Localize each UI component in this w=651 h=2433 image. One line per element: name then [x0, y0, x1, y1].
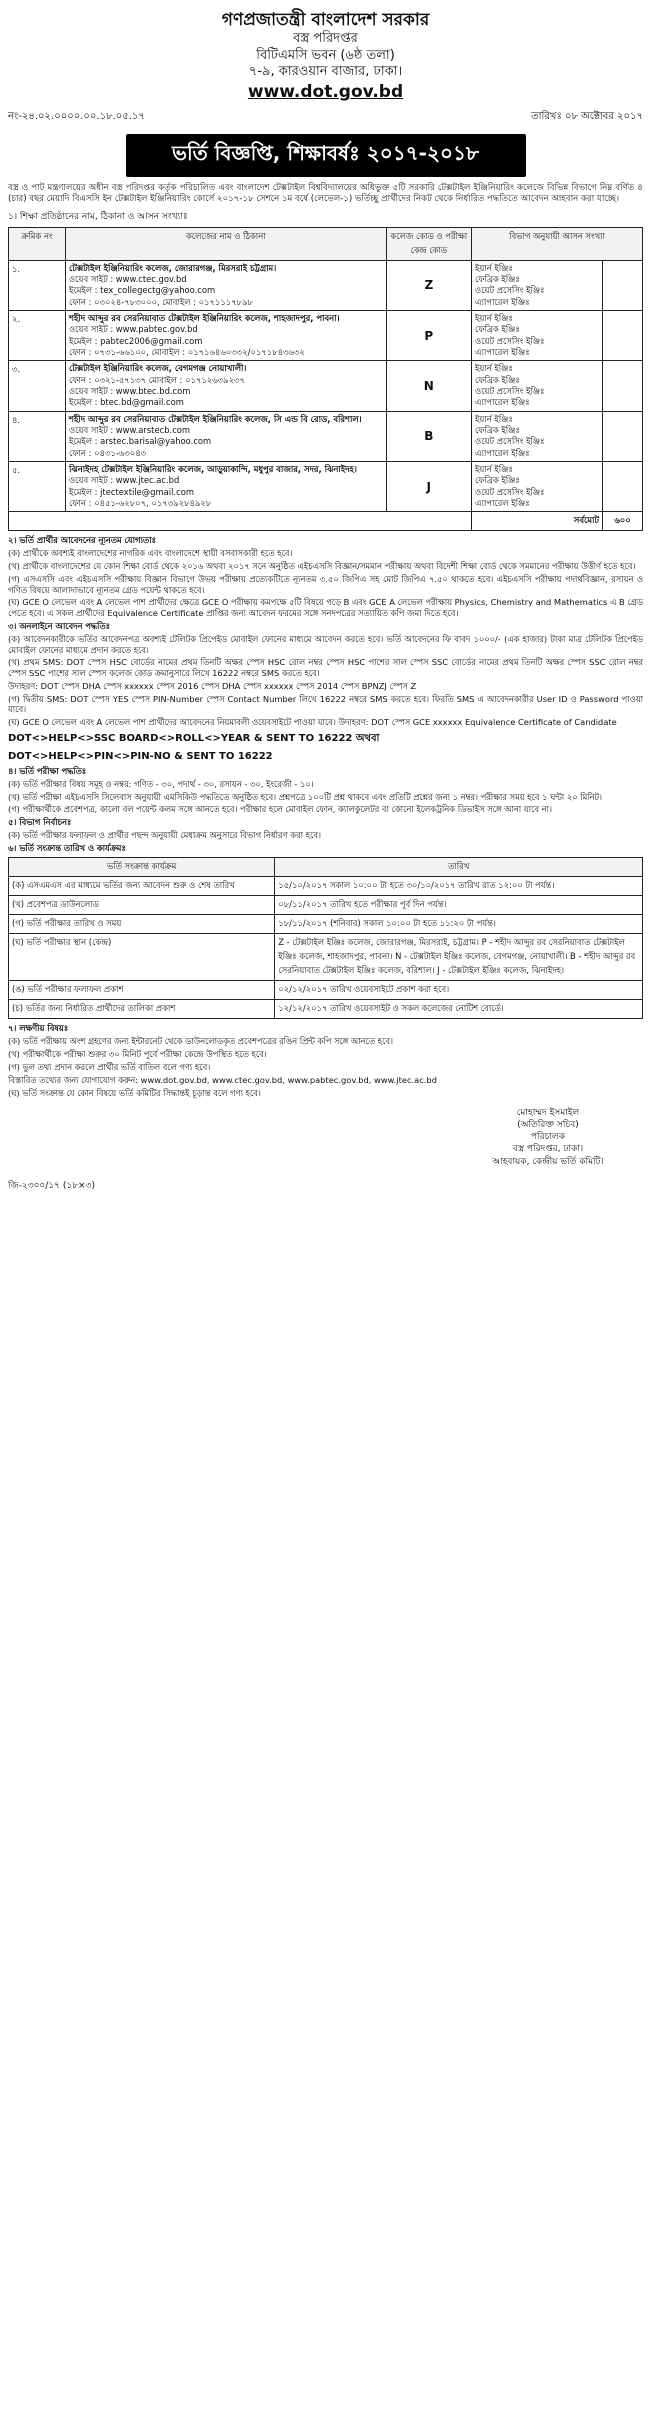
college-cell: [65, 361, 386, 411]
website-link[interactable]: www.dot.gov.bd: [247, 82, 404, 102]
table-header-row: [9, 227, 643, 260]
note-item: বিস্তারিত তথ্যের জন্য যোগাযোগ করুন: www.dot.gov.bd, www.ctec.gov.bd, www.pabtec.gov.bd, www.jtec.ac.bd: [8, 1075, 437, 1086]
college-contact-line: ইমেইল : jtectextile@gmail.com: [68, 486, 194, 497]
college-contact-line: ওয়েব সাইট : www.btec.bd.com: [68, 386, 191, 397]
department-name: এ্যাপারেল ইঞ্জিঃ: [475, 397, 530, 408]
header-activity: ভর্তি সংক্রান্ত কার্যক্রম: [9, 858, 275, 877]
date-cell: ১৫/১০/২০১৭ সকাল ১০:০০ টা হতে ৩০/১০/২০১৭ তারিখ রাত ১২:০০ টা পর্যন্ত।: [275, 877, 643, 896]
section-paragraph: (ঘ) GCE O লেভেল এবং A লেভেল পাশ প্রার্থীদের আবেদনের নিয়মাবলী ওয়েবসাইটে পাওয়া যাবে। উদাহরণ: DOT স্পেস GCE xxxxxx Equivalence Certificate of Candidate: [8, 717, 617, 728]
college-name: শহীদ আব্দুর রব সেরনিয়াবাত টেক্সটাইল ইঞ্জিনিয়ারিং কলেজ, সি এন্ড বি রোড, বরিশাল।: [68, 413, 362, 424]
schedule-row: [9, 981, 643, 1000]
college-cell: [65, 260, 386, 310]
table-row: [9, 361, 643, 411]
seats-cell: [602, 310, 642, 360]
sms-format-line: DOT<>HELP<>SSC BOARD<>ROLL<>YEAR & SENT TO 16222 অথবা: [8, 732, 380, 744]
sms-format-block: [8, 731, 643, 762]
activity-cell: (খ) প্রবেশপত্র ডাউনলোড: [9, 896, 275, 915]
total-row: [9, 512, 643, 531]
schedule-row: [9, 877, 643, 896]
section-paragraph: (খ) ভর্তি পরীক্ষা এইচএসসি সিলেবাস অনুযায়ী এমসিকিউ পদ্ধতিতে অনুষ্ঠিত হবে। প্রশ্নপত্রে ১০০টি প্রশ্ন থাকবে এবং প্রতিটি প্রশ্নের জন্য ১ নম্বর। পরীক্ষার সময় হবে ১ ঘন্টা ২০ মিনিট।: [8, 791, 602, 802]
office-address: ৭-৯, কারওয়ান বাজার, ঢাকা।: [248, 63, 403, 79]
signatory-office: পরিচালক: [530, 1132, 566, 1143]
schedule-row: [9, 934, 643, 981]
serial-cell: ১.: [9, 260, 66, 310]
college-contact-line: ফোন : ০৩২১-৫৭১৩৭ মোবাইল : ০১৭১২৬৩৯২৩৭: [68, 374, 245, 385]
department-name: ফেব্রিক ইঞ্জিঃ: [475, 425, 520, 436]
note-item: (ঘ) ভর্তি সংক্রান্ত যে কোন বিষয়ে ভর্তি কমিটির সিদ্ধান্তই চূড়ান্ত বলে গণ্য হবে।: [8, 1088, 261, 1099]
section-paragraph: (ক) ভর্তি পরীক্ষার ফলাফল ও প্রার্থীর পছন্দ অনুযায়ী মেধাক্রম অনুসারে বিভাগ নির্ধারণ করা হবে।: [8, 829, 321, 840]
intro-paragraph: বস্ত্র ও পাট মন্ত্রণালয়ের অধীন বস্ত্র পরিদপ্তর কর্তৃক পরিচালিত এবং বাংলাদেশ টেক্সটাইল বিশ্ববিদ্যালয়ের অধিভুক্ত ৫টি সরকারি টেক্সটাইল ইঞ্জিনিয়ারিং কলেজে বিভিন্ন বিভাগে নিম্ন বর্ণিত ৪ (চার) বছর মেয়াদি বিএসসি ইন টেক্সটাইল ইঞ্জিনিয়ারিং কোর্সে ২০১৭-১৮ সেশনে ১ম বর্ষে (লেভেল-১) ভর্তিচ্ছু প্রার্থীদের নিকট থেকে নির্ধারিত পদ্ধতিতে আবেদন আহবান করা যাচ্ছে।: [8, 183, 643, 205]
issue-date: তারিখঃ ০৮ অক্টোবর ২০১৭: [531, 111, 643, 123]
schedule-row: [9, 896, 643, 915]
department-name: ফেব্রিক ইঞ্জিঃ: [475, 475, 520, 486]
section-paragraph: (খ) প্রথম SMS: DOT স্পেস HSC বোর্ডের নামের প্রথম তিনটি অক্ষর স্পেস HSC রোল নম্বর স্পেস HSC পাশের সাল স্পেস SSC বোর্ডের নামের প্রথম তিনটি অক্ষর স্পেস SSC রোল নম্বর স্পেস SSC পাশের সাল স্পেস কলেজ কোড ক্রমানুসারে লিখে 16222 নম্বরে SMS করতে হবে।: [8, 657, 643, 679]
section-title: ৬। ভর্তি সংক্রান্ত তারিখ ও কার্যক্রমঃ: [8, 842, 126, 853]
schedule-body: [9, 877, 643, 1019]
college-contact-line: ইমেইল : arstec.barisal@yahoo.com: [68, 436, 212, 447]
college-code: N: [386, 361, 471, 411]
signatory-name: মোহাম্মদ ইসমাইল: [516, 1108, 580, 1119]
section-paragraph: উদাহরণ: DOT স্পেস DHA স্পেস xxxxxx স্পেস 2016 স্পেস DHA স্পেস xxxxxx স্পেস 2014 স্পেস BPNZJ স্পেস Z: [8, 680, 417, 691]
college-name: শহীদ আব্দুর রব সেরনিয়াবাত টেক্সটাইল ইঞ্জিনিয়ারিং কলেজ, শাহজাদপুর, পাবনা।: [68, 312, 340, 323]
letterhead: [8, 10, 643, 103]
date-cell: ০২/১২/২০১৭ তারিখ ওয়েবসাইটে প্রকাশ করা হবে।: [275, 981, 643, 1000]
college-code: B: [386, 411, 471, 461]
college-name: টেক্সটাইল ইঞ্জিনিয়ারিং কলেজ, জোরারগঞ্জ, মিরসরাই চট্টগ্রাম।: [68, 262, 277, 273]
activity-cell: (ঙ) ভর্তি পরীক্ষার ফলাফল প্রকাশ: [9, 981, 275, 1000]
print-reference: জি-২৩০০/১৭ (১৮×৩): [8, 1180, 95, 1191]
notes-list: [8, 1023, 643, 1099]
department-name: এ্যাপারেল ইঞ্জিঃ: [475, 296, 530, 307]
admission-notice: [8, 0, 643, 1193]
section-paragraph: (ক) আবেদনকারীকে ভর্তির আবেদনপত্র অবশ্যই টেলিটক প্রিপেইড মোবাইল ফোনের মাধ্যমে আবেদন করতে হবে। ভর্তি আবেদনের ফি বাবদ ১০০০/- (এক হাজার) টাকা মাত্র টেলিটক প্রিপেইড মোবাইল ফোনের মাধ্যমে প্রদান করতে হবে।: [8, 633, 643, 655]
section-title: ৪। ভর্তি পরীক্ষা পদ্ধতিঃ: [8, 765, 87, 776]
department-name: ইয়ার্ন ইঞ্জিঃ: [475, 262, 513, 273]
college-cell: [65, 462, 386, 512]
reference-line: [8, 109, 643, 126]
date-cell: ১৮/১১/২০১৭ (শনিবার) সকাল ১০:০০ টা হতে ১১:২০ টা পর্যন্ত।: [275, 915, 643, 934]
department-name: ফেব্রিক ইঞ্জিঃ: [475, 374, 520, 385]
date-cell: Z - টেক্সটাইল ইঞ্জিঃ কলেজ, জোরারগঞ্জ, মিরসরাই, চট্টগ্রাম। P - শহীদ আব্দুর রব সেরনিয়াবাত টেক্সটাইল ইঞ্জিঃ কলেজ, শাহজাদপুর, পাবনা। N - টেক্সটাইল ইঞ্জিঃ কলেজ, বেগমগঞ্জ, নোয়াখালী। B - শহীদ আব্দুর রব সেরনিয়াবাত টেক্সটাইল ইঞ্জিঃ কলেজ, বরিশাল। J - টেক্সটাইল ইঞ্জিঃ কলেজ, ঝিনাইদহ।: [275, 934, 643, 981]
section-title: ৫। বিভাগ নির্বাচনঃ: [8, 817, 72, 828]
section-title: ২। ভর্তি প্রার্থীর আবেদনের ন্যূনতম যোগ্যতাঃ: [8, 535, 156, 546]
date-cell: ০৮/১১/২০১৭ তারিখ হতে পরীক্ষার পূর্ব দিন পর্যন্ত।: [275, 896, 643, 915]
sms-format-line: DOT<>HELP<>PIN<>PIN-NO & SENT TO 16222: [8, 750, 273, 762]
college-contact-line: ওয়েব সাইট : www.pabtec.gov.bd: [68, 324, 198, 335]
department-name: ইয়ার্ন ইঞ্জিঃ: [475, 464, 513, 475]
table-row: [9, 260, 643, 310]
department-name: ইয়ার্ন ইঞ্জিঃ: [475, 312, 513, 323]
college-contact-line: ইমেইল : pabtec2006@gmail.com: [68, 335, 203, 346]
serial-cell: ৪.: [9, 411, 66, 461]
note-item: (ক) ভর্তি পরীক্ষায় অংশ গ্রহণের জন্য ইন্টারনেট থেকে ডাউনলোডকৃত প্রবেশপত্রের রঙিন প্রিন্ট কপি সঙ্গে আনতে হবে।: [8, 1036, 393, 1047]
section-paragraph: (ক) ভর্তি পরীক্ষার বিষয় সমূহ ও নম্বর: গণিত - ৩০, পদার্থ - ৩০, রসায়ন - ৩০, ইংরেজী - ১০।: [8, 778, 314, 789]
seats-cell: [602, 411, 642, 461]
header-code: কলেজ কোড ও পরীক্ষা কেন্দ্র কোড: [386, 227, 471, 260]
department-name: ইয়ার্ন ইঞ্জিঃ: [475, 413, 513, 424]
college-cell: [65, 411, 386, 461]
department-name: এ্যাপারেল ইঞ্জিঃ: [475, 498, 530, 509]
seats-cell: [602, 260, 642, 310]
table-row: [9, 411, 643, 461]
section-paragraph: (খ) প্রার্থীকে বাংলাদেশের যে কোন শিক্ষা বোর্ড থেকে ২০১৬ অথবা ২০১৭ সনে অনুষ্ঠিত এইচএসসি বিজ্ঞান/সমমান পরীক্ষায় অথবা বিদেশী শিক্ষা বোর্ড থেকে সমমানের পরীক্ষায় উত্তীর্ণ হতে হবে।: [8, 561, 636, 572]
department-name: ইয়ার্ন ইঞ্জিঃ: [475, 363, 513, 374]
signatory-dept: বস্ত্র পরিদপ্তর, ঢাকা।: [512, 1144, 584, 1155]
activity-cell: (ক) এসএমএস এর মাধ্যমে ভর্তির জন্য আবেদন শুরু ও শেষ তারিখ: [9, 877, 275, 896]
total-seats: ৬০০: [602, 512, 642, 531]
header-serial: ক্রমিক নং: [9, 227, 66, 260]
institutions-table: [8, 227, 643, 532]
college-contact-line: ওয়েব সাইট : www.jtec.ac.bd: [68, 475, 180, 486]
college-contact-line: ফোন : ০৩০২৪-৭৮৩০০০, মোবাইল : ০১৭১১১৭৮৯৮: [68, 296, 253, 307]
header-date: তারিখ: [275, 858, 643, 877]
college-contact-line: ওয়েব সাইট : www.arstecb.com: [68, 425, 191, 436]
signatory-role: আহবায়ক, কেন্দ্রীয় ভর্তি কমিটি।: [492, 1156, 604, 1167]
department-name: ফেব্রিক ইঞ্জিঃ: [475, 273, 520, 284]
signature-block: [453, 1107, 643, 1168]
serial-cell: ২.: [9, 310, 66, 360]
section-title: ৩। অনলাইনে আবেদন পদ্ধতিঃ: [8, 620, 111, 631]
rules-sections: [8, 535, 643, 728]
college-contact-line: ইমেইল : tex_collegectg@yahoo.com: [68, 285, 216, 296]
college-contact-line: ইমেইল : btec.bd@gmail.com: [68, 397, 184, 408]
section-paragraph: (ক) প্রার্থীকে অবশ্যই বাংলাদেশের নাগরিক এবং বাংলাদেশে স্থায়ী বসবাসকারী হতে হবে।: [8, 548, 293, 559]
college-name: টেক্সটাইল ইঞ্জিনিয়ারিং কলেজ, বেগমগঞ্জ নোয়াখালী।: [68, 363, 247, 374]
college-contact-line: ফোন : ০৪৩১-৬৩০৪৩: [68, 447, 147, 458]
serial-cell: ৫.: [9, 462, 66, 512]
departments-cell: [472, 411, 603, 461]
department-name: ওয়েট প্রসেসিং ইঞ্জিঃ: [475, 386, 545, 397]
notice-title-banner: ভর্তি বিজ্ঞপ্তি, শিক্ষাবর্ষঃ ২০১৭-২০১৮: [126, 134, 526, 177]
activity-cell: (ঘ) ভর্তি পরীক্ষার স্থান (কেন্দ্র): [9, 934, 275, 981]
departments-cell: [472, 361, 603, 411]
exam-sections: [8, 766, 643, 853]
college-name: ঝিনাইদহ টেক্সটাইল ইঞ্জিনিয়ারিং কলেজ, আড়ুয়াকান্দি, মধুপুর বাজার, সদর, ঝিনাইদহ।: [68, 464, 357, 475]
section-paragraph: (ঘ) GCE O লেভেল এবং A লেভেল পাশ প্রার্থীদের ক্ষেত্রে GCE O পরীক্ষায় কমপক্ষে ৫টি বিষয়ে গড়ে B এবং GCE A লেভেল পরীক্ষায় Physics, Chemistry and Mathematics এ B গ্রেড পেতে হবে। এ সকল প্রার্থীদের Equivalence Certificate প্রাপ্তির জন্য আবেদন ফরমের সঙ্গে সনদপত্রের সত্যায়িত কপি জমা দিতে হবে।: [8, 597, 643, 619]
total-label: সর্বমোট: [472, 512, 603, 531]
header-college: কলেজের নাম ও ঠিকানা: [65, 227, 386, 260]
college-contact-line: ফোন : ০৪৫১-৬২৮০৭, ০১৭৩৯২৮৪৯২৮: [68, 498, 212, 509]
department-name: এ্যাপারেল ইঞ্জিঃ: [475, 347, 530, 357]
schedule-row: [9, 915, 643, 934]
note-item: (গ) ভুল তথ্য প্রদান করলে প্রার্থীর ভর্তি বাতিল বলে গণ্য হবে।: [8, 1062, 211, 1073]
departments-cell: [472, 462, 603, 512]
department-name: বস্ত্র পরিদপ্তর: [293, 31, 358, 47]
college-cell: [65, 310, 386, 360]
department-name: এ্যাপারেল ইঞ্জিঃ: [475, 447, 530, 458]
header-seats: বিভাগ অনুযায়ী আসন সংখ্যা: [472, 227, 643, 260]
signatory-title: (অতিরিক্ত সচিব): [517, 1120, 579, 1131]
college-code: J: [386, 462, 471, 512]
department-name: ফেব্রিক ইঞ্জিঃ: [475, 324, 520, 335]
building-name: বিটিএমসি ভবন (৬ষ্ঠ তলা): [256, 47, 395, 63]
section-paragraph: (গ) পরীক্ষার্থীকে প্রবেশপত্র, কালো বল পয়েন্ট কলম সঙ্গে আনতে হবে। পরীক্ষার হলে মোবাইল ফোন, ক্যালকুলেটর বা কোনো ইলেকট্রনিক ডিভাইস সঙ্গে আনা যাবে না।: [8, 804, 552, 815]
departments-cell: [472, 260, 603, 310]
department-name: ওয়েট প্রসেসিং ইঞ্জিঃ: [475, 486, 545, 497]
college-contact-line: ওয়েব সাইট : www.ctec.gov.bd: [68, 273, 187, 284]
institutions-body: [9, 260, 643, 512]
schedule-header-row: [9, 858, 643, 877]
department-name: ওয়েট প্রসেসিং ইঞ্জিঃ: [475, 436, 545, 447]
seats-cell: [602, 361, 642, 411]
department-name: ওয়েট প্রসেসিং ইঞ্জিঃ: [475, 285, 545, 296]
college-code: Z: [386, 260, 471, 310]
memo-number: নং-২৪.০২.০০০০.০০.১৮.০৫.১৭: [8, 111, 145, 123]
department-name: ওয়েট প্রসেসিং ইঞ্জিঃ: [475, 335, 545, 346]
schedule-row: [9, 1000, 643, 1019]
section-paragraph: (গ) দ্বিতীয় SMS: DOT স্পেস YES স্পেস PIN-Number স্পেস Contact Number লিখে 16222 নম্বরে SMS করতে হবে। ফিরতি SMS এ আবেদনকারীর User ID ও Password পাওয়া যাবে।: [8, 693, 643, 715]
government-name: গণপ্রজাতন্ত্রী বাংলাদেশ সরকার: [221, 10, 430, 30]
activity-cell: (চ) ভর্তির জন্য নির্ধারিত প্রার্থীদের তালিকা প্রকাশ: [9, 1000, 275, 1019]
college-contact-line: ফোন : ০৭৩১-৬৬১০০, মোবাইল : ০১৭১৬৪৬০৩৩২/০১৭১৮৪৩৬৩২: [68, 347, 305, 357]
seats-cell: [602, 462, 642, 512]
section-1-title: ১। শিক্ষা প্রতিষ্ঠানের নাম, ঠিকানা ও আসন সংখ্যাঃ: [8, 211, 188, 222]
college-code: P: [386, 310, 471, 360]
departments-cell: [472, 310, 603, 360]
section-paragraph: (গ) এসএসসি এবং এইচএসসি পরীক্ষায় বিজ্ঞান বিভাগে উভয় পরীক্ষায় প্রত্যেকটিতে ন্যূনতম ৩.৫০ জিপিএ সহ মোট জিপিএ ৭.৫০ থাকতে হবে। এইচএসসি পরীক্ষায় পদার্থবিজ্ঞান, রসায়ন ও গণিত বিষয়ে আলাদাভাবে ন্যূনতম গ্রেড পয়েন্ট থাকতে হবে।: [8, 573, 643, 595]
serial-cell: ৩.: [9, 361, 66, 411]
table-row: [9, 310, 643, 360]
table-row: [9, 462, 643, 512]
note-item: ৭। লক্ষণীয় বিষয়ঃ: [8, 1023, 69, 1034]
activity-cell: (গ) ভর্তি পরীক্ষার তারিখ ও সময়: [9, 915, 275, 934]
date-cell: ১২/১২/২০১৭ তারিখ ওয়েবসাইট ও সকল কলেজের নোটিশ বোর্ডে।: [275, 1000, 643, 1019]
schedule-table: [8, 857, 643, 1019]
note-item: (খ) পরীক্ষার্থীকে পরীক্ষা শুরুর ৩০ মিনিট পূর্বে পরীক্ষা কেন্দ্রে উপস্থিত হতে হবে।: [8, 1049, 267, 1060]
